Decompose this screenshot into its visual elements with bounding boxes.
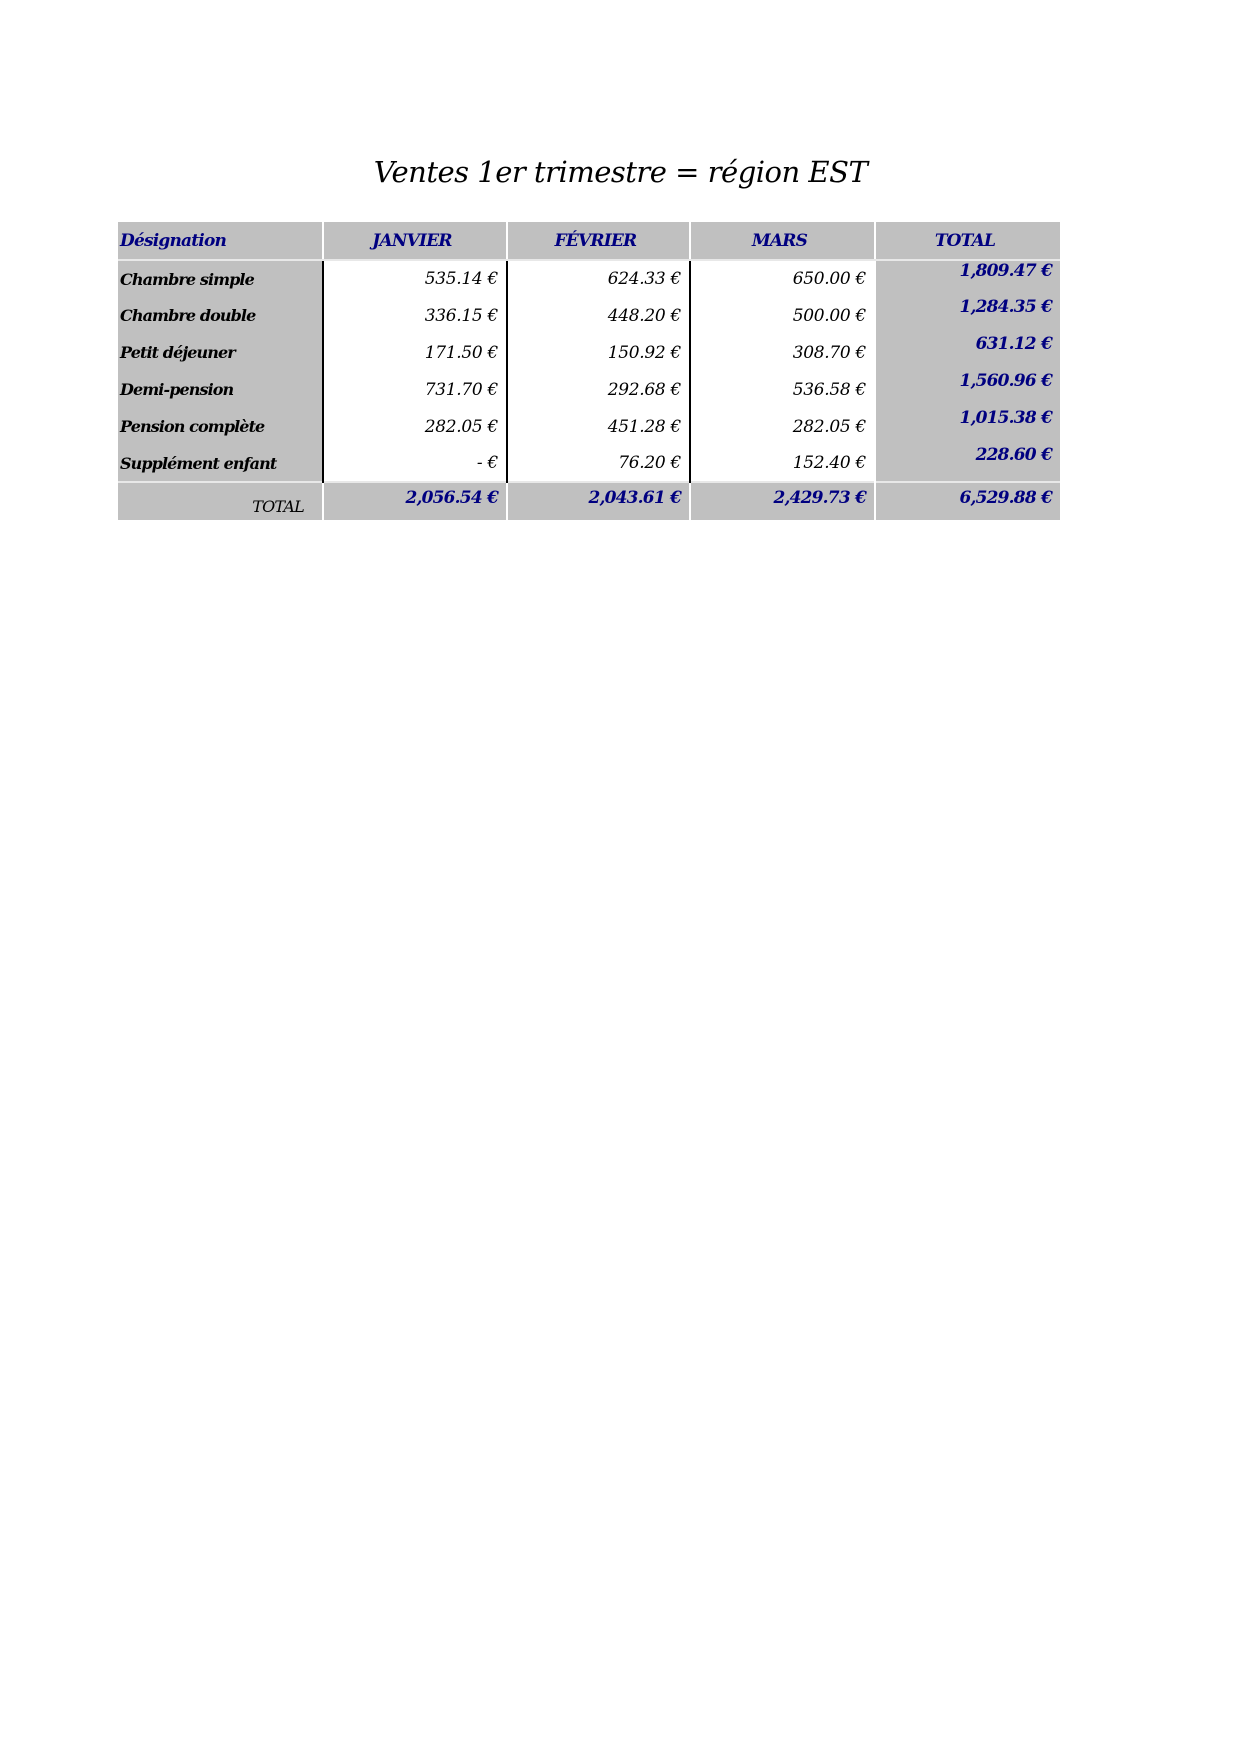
cell-mars: 152.40 €	[690, 445, 875, 482]
row-label: Petit déjeuner	[118, 334, 323, 371]
grand-total: 6,529.88 €	[875, 482, 1060, 520]
header-mars: MARS	[690, 222, 875, 260]
cell-row-total: 1,809.47 €	[875, 260, 1060, 297]
table-row	[118, 297, 1060, 334]
cell-janvier: 731.70 €	[323, 371, 507, 408]
cell-fevrier: 150.92 €	[507, 334, 690, 371]
cell-mars: 500.00 €	[690, 297, 875, 334]
total-row-label: TOTAL	[118, 482, 323, 520]
cell-fevrier: 451.28 €	[507, 408, 690, 445]
header-janvier: JANVIER	[323, 222, 507, 260]
cell-janvier: 535.14 €	[323, 260, 507, 297]
total-janvier: 2,056.54 €	[323, 482, 507, 520]
cell-janvier: - €	[323, 445, 507, 482]
cell-mars: 536.58 €	[690, 371, 875, 408]
cell-janvier: 171.50 €	[323, 334, 507, 371]
row-label: Chambre double	[118, 297, 323, 334]
cell-mars: 308.70 €	[690, 334, 875, 371]
sales-table	[118, 222, 1060, 520]
cell-row-total: 1,560.96 €	[875, 371, 1060, 408]
cell-fevrier: 292.68 €	[507, 371, 690, 408]
cell-fevrier: 624.33 €	[507, 260, 690, 297]
table-row	[118, 408, 1060, 445]
table-row	[118, 371, 1060, 408]
cell-fevrier: 448.20 €	[507, 297, 690, 334]
header-row	[118, 222, 1060, 260]
cell-row-total: 1,284.35 €	[875, 297, 1060, 334]
cell-janvier: 282.05 €	[323, 408, 507, 445]
document-title: Ventes 1er trimestre = région EST	[373, 155, 868, 189]
row-label: Supplément enfant	[118, 445, 323, 482]
cell-janvier: 336.15 €	[323, 297, 507, 334]
table-row	[118, 445, 1060, 482]
cell-row-total: 228.60 €	[875, 445, 1060, 482]
header-designation: Désignation	[118, 222, 323, 260]
cell-mars: 282.05 €	[690, 408, 875, 445]
cell-fevrier: 76.20 €	[507, 445, 690, 482]
header-total: TOTAL	[875, 222, 1060, 260]
table-row	[118, 260, 1060, 297]
row-label: Pension complète	[118, 408, 323, 445]
header-fevrier: FÉVRIER	[507, 222, 690, 260]
cell-row-total: 1,015.38 €	[875, 408, 1060, 445]
row-label: Chambre simple	[118, 260, 323, 297]
table-row	[118, 334, 1060, 371]
row-label: Demi-pension	[118, 371, 323, 408]
total-mars: 2,429.73 €	[690, 482, 875, 520]
cell-mars: 650.00 €	[690, 260, 875, 297]
cell-row-total: 631.12 €	[875, 334, 1060, 371]
total-row	[118, 482, 1060, 520]
total-fevrier: 2,043.61 €	[507, 482, 690, 520]
